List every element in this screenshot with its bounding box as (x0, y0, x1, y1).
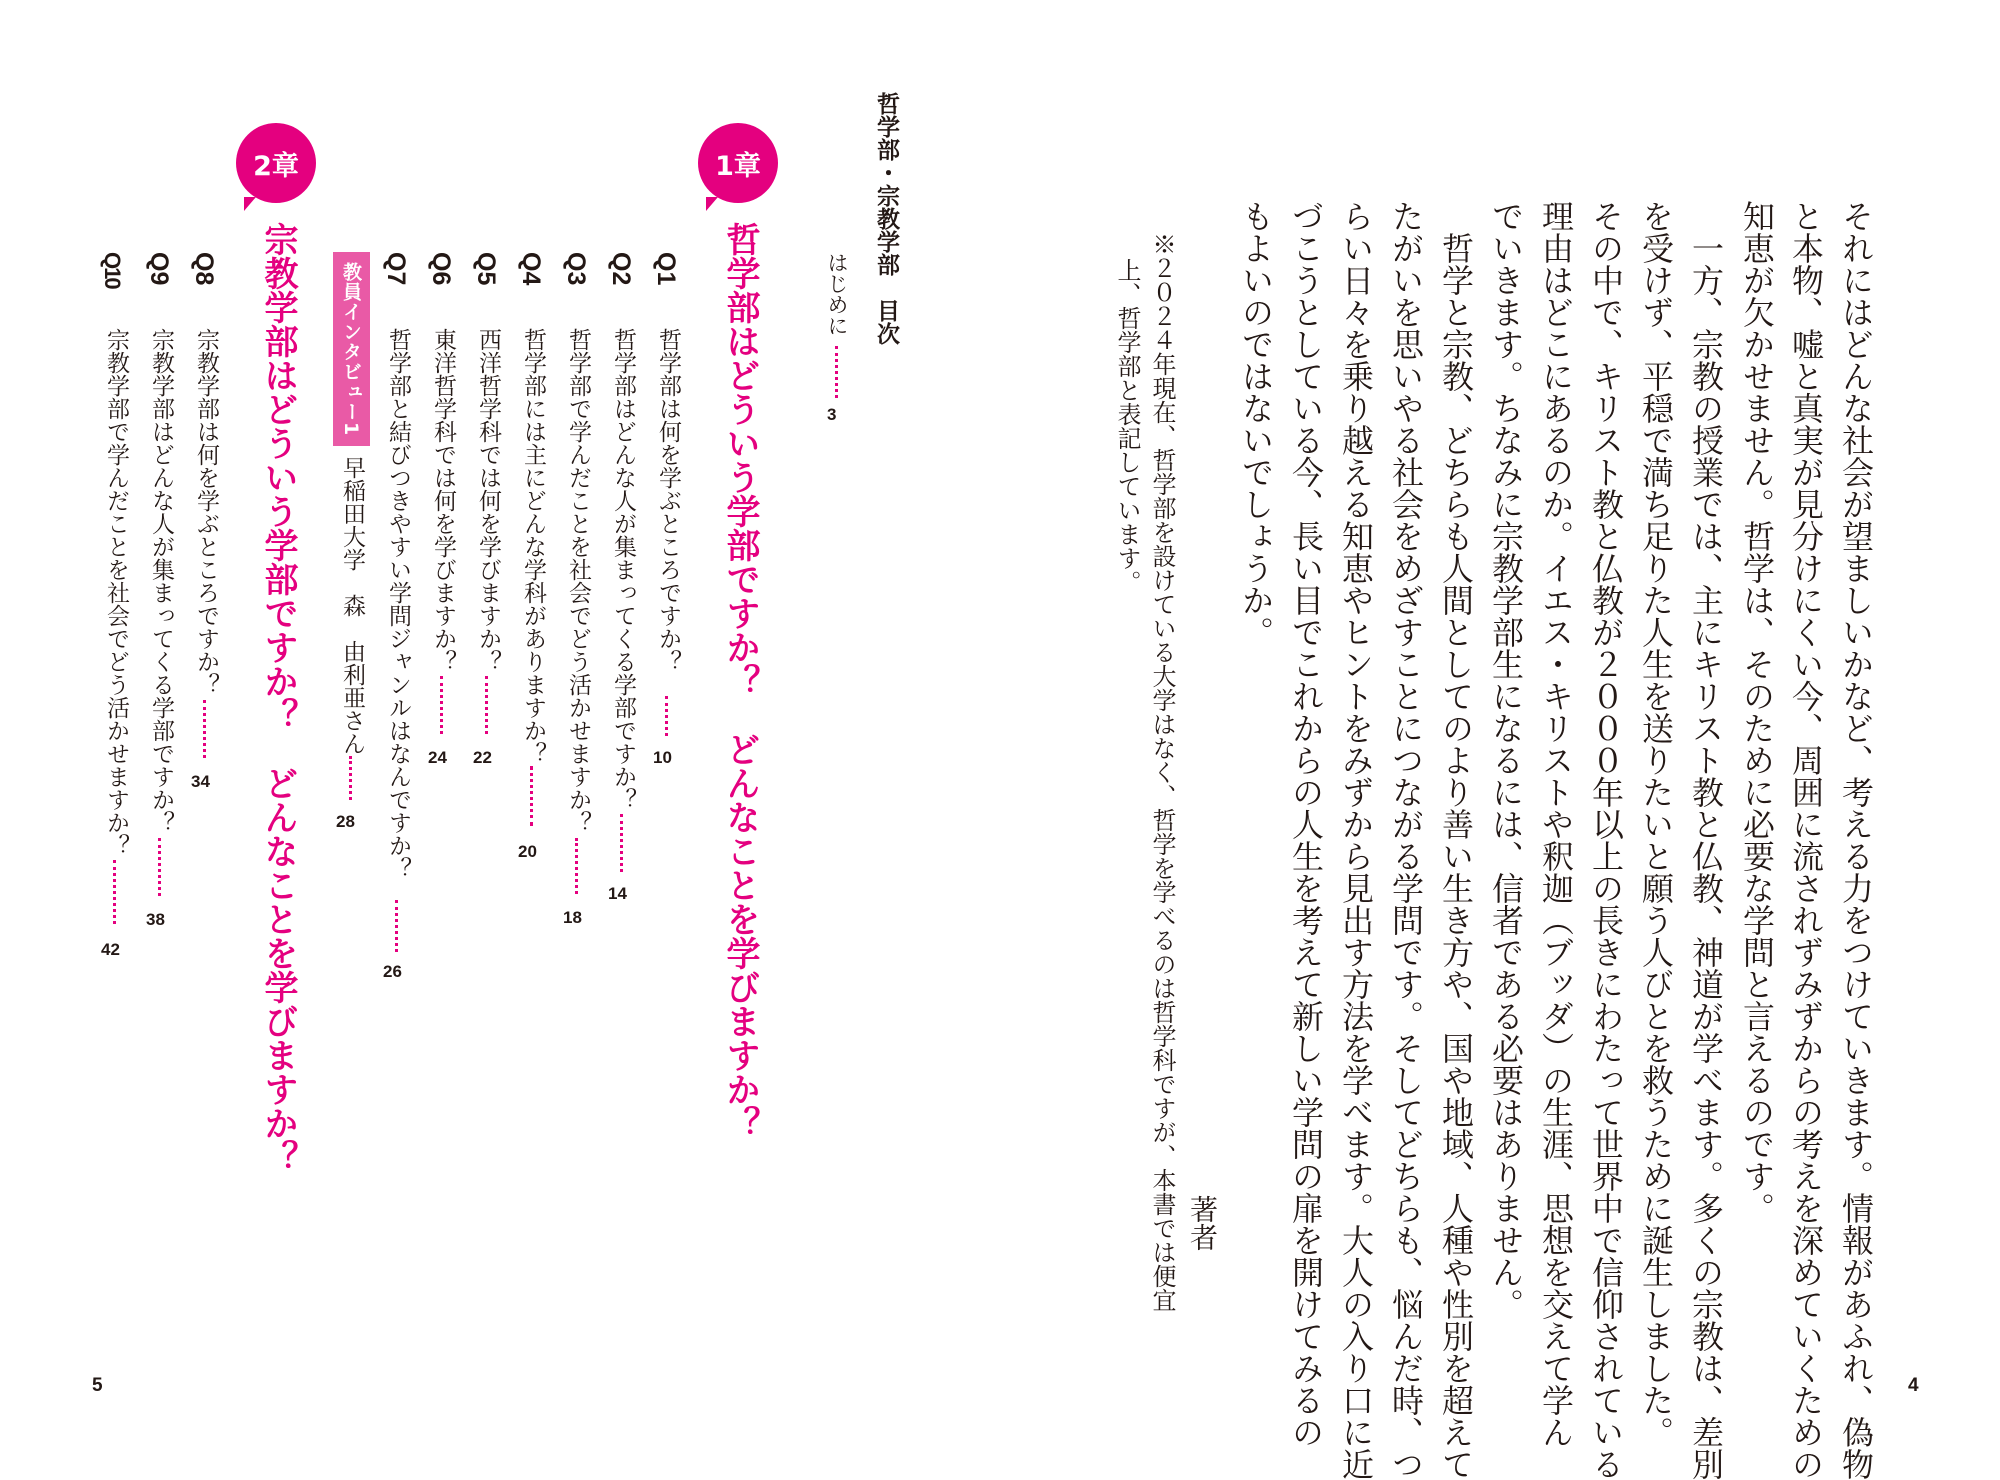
toc-title: 哲学部・宗教学部 目次 (873, 92, 899, 345)
page-number-left: 5 (92, 1375, 103, 1396)
toc-page-number: 28 (336, 812, 355, 831)
toc-dots (620, 814, 623, 872)
body-line-7: 理由はどこにあるのか。イエス・キリストや釈迦（ブッダ）の生涯、思想を交えて学ん (1537, 200, 1575, 1448)
toc-q-text: 哲学部はどんな人が集まってくる学部ですか？ (610, 328, 636, 811)
toc-dots (158, 838, 161, 896)
toc-q-text: 哲学部には主にどんな学科がありますか？ (520, 328, 546, 765)
toc-intro-page: 3 (827, 405, 837, 424)
toc-page-number: 20 (518, 842, 537, 861)
body-line-9: 哲学と宗教、どちらも人間としてのより善い生き方や、国や地域、人種や性別を超えて (1437, 232, 1475, 1480)
toc-q-text: 東洋哲学科では何を学びますか？ (430, 328, 456, 673)
toc-q-number: Q5 (472, 252, 500, 286)
toc-dots (203, 700, 206, 758)
toc-q-text: 哲学部と結びつきやすい学問ジャンルはなんですか？ (385, 328, 411, 880)
toc-dots (575, 838, 578, 894)
toc-q-number: Q6 (427, 252, 455, 286)
toc-q-number: Q2 (607, 252, 635, 286)
toc-intro-label: はじめに (825, 252, 849, 336)
toc-page-number: 22 (473, 748, 492, 767)
body-line-3: 知恵が欠かせません。哲学は、そのために必要な学問と言えるのです。 (1738, 200, 1776, 1224)
interview-label-badge: 教員インタビュー1 (333, 252, 370, 446)
body-line-5: を受けず、平穏で満ち足りた人生を送りたいと願う人びとを救うために誕生しました。 (1637, 200, 1675, 1448)
toc-q-number: Q4 (517, 252, 545, 286)
toc-q-number: Q9 (145, 252, 173, 286)
toc-q-text: 宗教学部はどんな人が集まってくる学部ですか？ (148, 328, 174, 834)
toc-page-number: 10 (653, 748, 672, 767)
toc-dots (395, 900, 398, 952)
toc-q-text: 宗教学部で学んだことを社会でどう活かせますか？ (103, 328, 129, 857)
toc-q-number: Q7 (382, 252, 410, 286)
toc-q-text: 哲学部は何を学ぶところですか？ (655, 328, 681, 673)
body-line-4: 一方、宗教の授業では、主にキリスト教と仏教、神道が学べます。多くの宗教は、差別 (1687, 232, 1725, 1480)
toc-page-number: 18 (563, 908, 582, 927)
toc-q-number: Q1 (652, 252, 680, 286)
body-line-13: もよいのではないでしょうか。 (1237, 200, 1275, 648)
author-signature: 著者 (1186, 1195, 1219, 1251)
chapter-1-heading[interactable]: 哲学部はどういう学部ですか？ どんなことを学びますか？ (720, 222, 760, 1140)
body-line-1: それにはどんな社会が望ましいかなど、考える力をつけていきます。情報があふれ、偽物 (1837, 200, 1875, 1480)
chapter-1-badge[interactable]: 1章 (698, 123, 778, 203)
toc-dots (485, 676, 488, 734)
body-line-11: らい日々を乗り越える知恵やヒントをみずから見出す方法を学べます。大人の入り口に近 (1337, 200, 1375, 1480)
chapter-2-badge[interactable]: 2章 (236, 123, 316, 203)
toc-dots (530, 766, 533, 826)
toc-page-number: 38 (146, 910, 165, 929)
toc-intro-dots (835, 346, 838, 398)
toc-q-text: 宗教学部は何を学ぶところですか？ (193, 328, 219, 696)
toc-dots (440, 676, 443, 734)
interview-text: 早稲田大学 森 由利亜さん (339, 456, 365, 755)
toc-q-text: 西洋哲学科では何を学びますか？ (475, 328, 501, 673)
toc-dots (665, 696, 668, 736)
toc-page-number: 14 (608, 884, 627, 903)
body-line-10: たがいを思いやる社会をめざすことにつながる学問です。そしてどちらも、悩んだ時、つ (1387, 200, 1425, 1480)
body-line-6: その中で、キリスト教と仏教が２０００年以上の長きにわたって世界中で信仰されている (1587, 200, 1625, 1480)
toc-q-text: 哲学部で学んだことを社会でどう活かせますか？ (565, 328, 591, 834)
body-line-12: づこうとしている今、長い目でこれからの人生を考えて新しい学問の扉を開けてみるの (1287, 200, 1325, 1448)
toc-page-number: 24 (428, 748, 447, 767)
toc-page-number: 26 (383, 962, 402, 981)
toc-dots (349, 756, 352, 800)
toc-page-number: 34 (191, 772, 210, 791)
toc-page-number: 42 (101, 940, 120, 959)
toc-q-number: Q3 (562, 252, 590, 286)
body-line-2: と本物、嘘と真実が見分けにくい今、周囲に流されずみずからの考えを深めていくための (1787, 200, 1825, 1480)
toc-q-number: Q8 (190, 252, 218, 286)
page-number-right: 4 (1908, 1375, 1919, 1396)
chapter-2-heading[interactable]: 宗教学部はどういう学部ですか？ どんなことを学びますか？ (258, 222, 298, 1174)
footnote-line-1: ※２０２４年現在、哲学部を設けている大学はなく、哲学を学べるのは哲学科ですが、本書では便宜 (1148, 232, 1176, 1312)
footnote-line-2: 上、哲学部と表記しています。 (1113, 258, 1141, 594)
toc-q-number: Q10 (100, 252, 125, 288)
body-line-8: でいきます。ちなみに宗教学部生になるには、信者である必要はありません。 (1487, 200, 1525, 1320)
toc-dots (113, 860, 116, 924)
